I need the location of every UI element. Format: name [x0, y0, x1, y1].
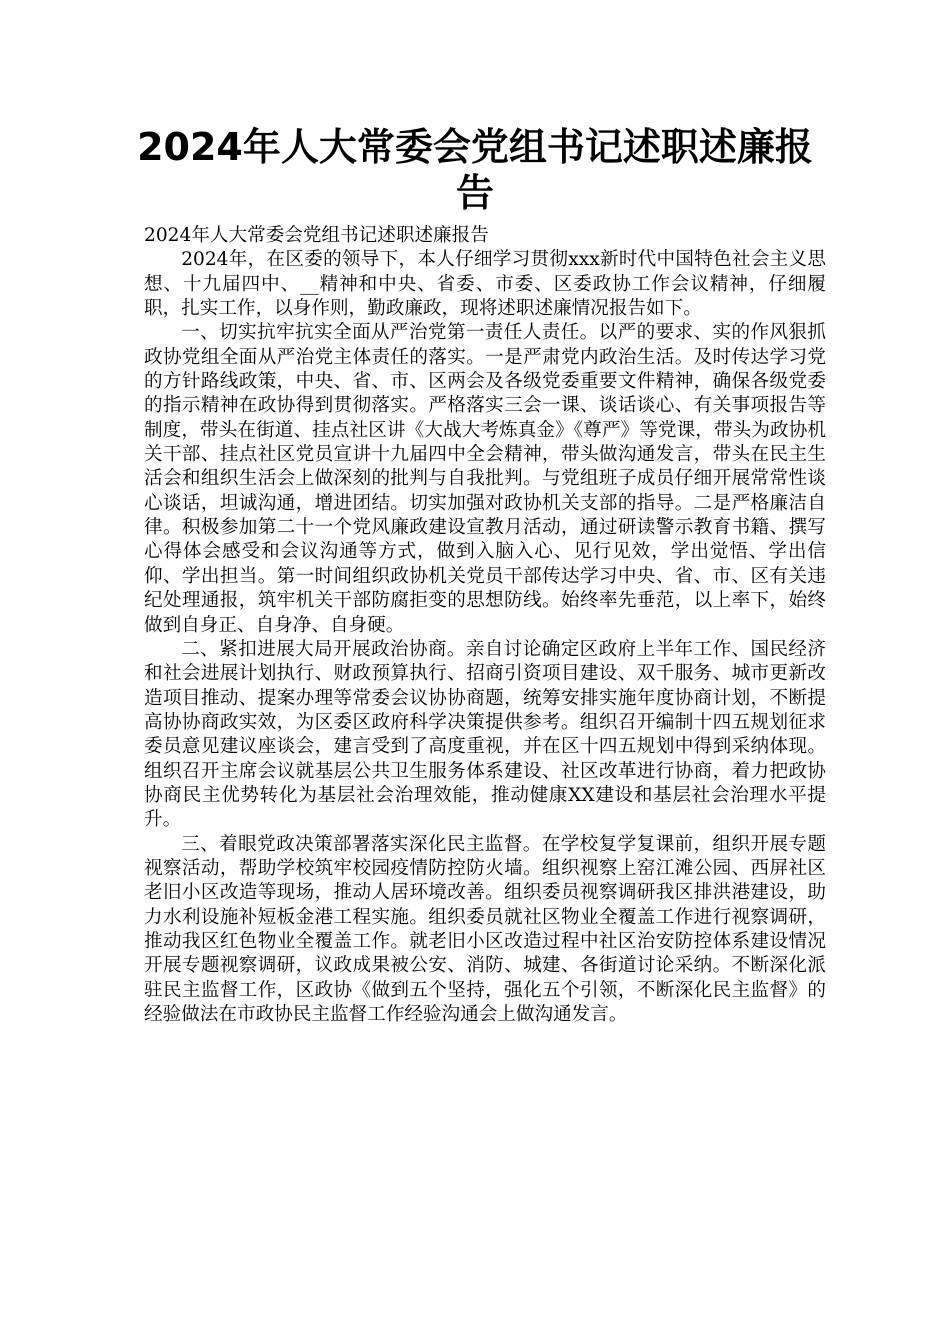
document-body [144, 224, 826, 1027]
document-subtitle: 2024年人大常委会党组书记述职述廉报告 [144, 225, 489, 246]
paragraph-section-3: 三、着眼党政决策部署落实深化民主监督。在学校复学复课前，组织开展专题视察活动，帮助学校筑牢校园疫情防控防火墙。组织视察上窑江滩公园、西屏社区老旧小区改造等现场，推动人居环境改善。组织委员视察调研我区排洪港建设，助力水利设施补短板金港工程实施。组织委员就社区物业全覆盖工作进行视察调研，推动我区红色物业全覆盖工作。就老旧小区改造过程中社区治安防控体系建设情况开展专题视察调研，议政成果被公安、消防、城建、各街道讨论采纳。不断深化派驻民主监督工作，区政协《做到五个坚持，强化五个引领，不断深化民主监督》的经验做法在市政协民主监督工作经验沟通会上做沟通发言。 [144, 833, 826, 1025]
paragraph-intro: 2024年，在区委的领导下，本人仔细学习贯彻xxx新时代中国特色社会主义思想、十九届四中、__精神和中央、省委、市委、区委政协工作会议精神，仔细履职，扎实工作，以身作则，勤政廉政，现将述职述廉情况报告如下。 [144, 249, 826, 320]
paragraph-section-1: 一、切实抗牢抗实全面从严治党第一责任人责任。以严的要求、实的作风狠抓政协党组全面从严治党主体责任的落实。一是严肃党内政治生活。及时传达学习党的方针路线政策，中央、省、市、区两会及各级党委重要文件精神，确保各级党委的指示精神在政协得到贯彻落实。严格落实三会一课、谈话谈心、有关事项报告等制度，带头在街道、挂点社区讲《大战大考炼真金》《尊严》等党课，带头为政协机关干部、挂点社区党员宣讲十九届四中全会精神，带头做沟通发言，带头在民主生活会和组织生活会上做深刻的批判与自我批判。与党组班子成员仔细开展常常性谈心谈话，坦诚沟通，增进团结。切实加强对政协机关支部的指导。二是严格廉洁自律。积极参加第二十一个党风廉政建设宣教月活动，通过研读警示教育书籍、撰写心得体会感受和会议沟通等方式，做到入脑入心、见行见效，学出觉悟、学出信仰、学出担当。第一时间组织政协机关党员干部传达学习中央、省、市、区有关违纪处理通报，筑牢机关干部防腐拒变的思想防线。始终率先垂范，以上率下，始终做到自身正、自身净、自身硬。 [144, 322, 826, 636]
document-title: 2024年人大常委会党组书记述职述廉报告 [137, 125, 813, 215]
paragraph-section-2: 二、紧扣进展大局开展政治协商。亲自讨论确定区政府上半年工作、国民经济和社会进展计划执行、财政预算执行、招商引资项目建设、双千服务、城市更新改造项目推动、提案办理等常委会议协协商题，统筹安排实施年度协商计划，不断提高协协商政实效，为区委区政府科学决策提供参考。组织召开编制十四五规划征求委员意见建议座谈会，建言受到了高度重视，并在区十四五规划中得到采纳体现。组织召开主席会议就基层公共卫生服务体系建设、社区改革进行协商，着力把政协协商民主优势转化为基层社会治理效能，推动健康XX建设和基层社会治理水平提升。 [144, 638, 826, 831]
